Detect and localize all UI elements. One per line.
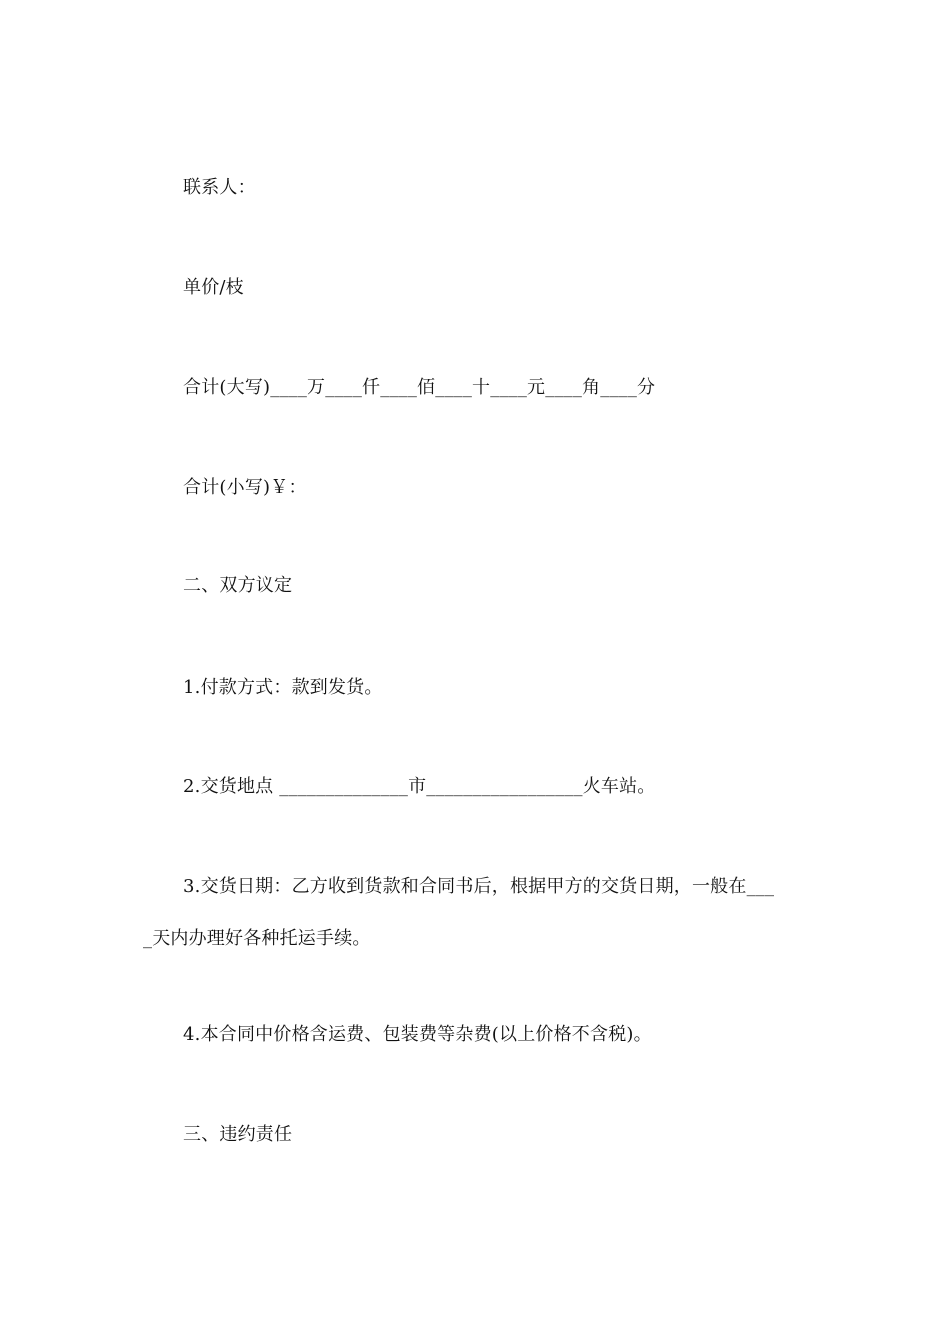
total-number-line: 合计(小写)￥： <box>183 477 307 498</box>
contact-person-line: 联系人： <box>183 177 256 198</box>
total-capital-line: 合计(大写)____万____仟____佰____十____元____角____分 <box>183 377 656 398</box>
delivery-date-line: 3.交货日期：乙方收到货款和合同书后，根据甲方的交货日期，一般在___ <box>183 876 775 897</box>
unit-price-line: 单价/枝 <box>183 277 244 298</box>
delivery-place-line: 2.交货地点 ______________市_________________火车站。 <box>183 776 656 797</box>
delivery-date-continuation-line: _天内办理好各种托运手续。 <box>143 928 371 949</box>
payment-method-line: 1.付款方式：款到发货。 <box>183 677 383 698</box>
section-two-heading: 二、双方议定 <box>183 575 293 596</box>
price-terms-line: 4.本合同中价格含运费、包装费等杂费(以上价格不含税)。 <box>183 1024 652 1045</box>
section-three-heading: 三、违约责任 <box>183 1124 293 1145</box>
